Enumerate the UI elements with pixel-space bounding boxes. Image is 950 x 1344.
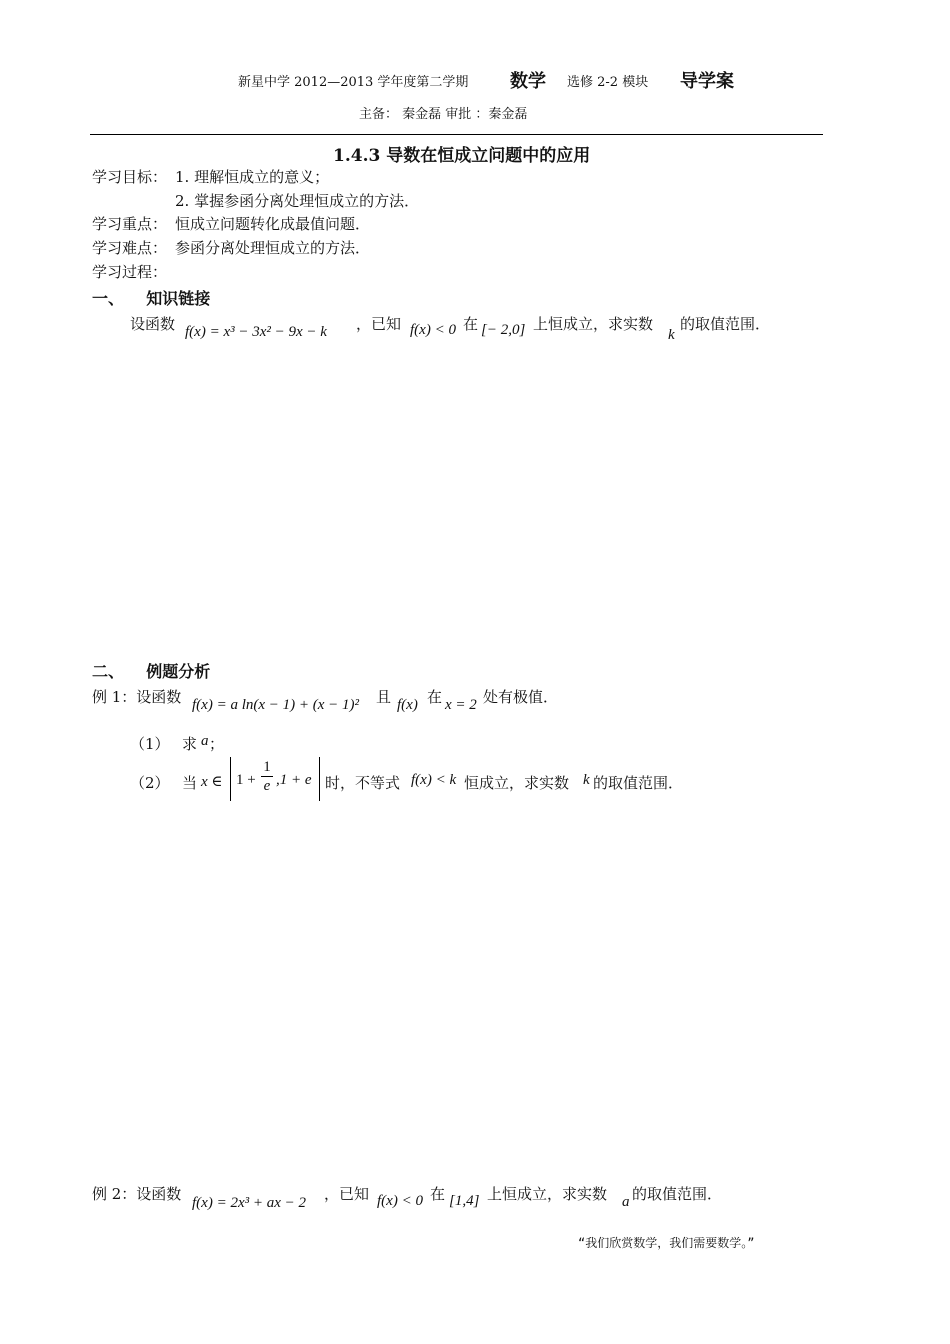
difficulty-label: 学习难点：	[92, 239, 168, 257]
ex1-text-at: 在	[427, 688, 443, 706]
section-1-heading: 一、 知识链接	[92, 289, 211, 308]
header-authors: 主备： 秦金磊 审批 ：秦金磊	[359, 107, 528, 122]
ex1-q2-frac-den: e	[263, 778, 271, 794]
process-label: 学习过程：	[92, 263, 168, 281]
ex1-q2-end: 恒成立，求实数	[464, 774, 570, 792]
s1-inequality: f(x) < 0	[410, 322, 456, 338]
s1-text-4: 上恒成立，求实数	[533, 315, 654, 333]
ex1-q1-end: ；	[209, 735, 225, 753]
difficulty-text: 参函分离处理恒成立的方法．	[175, 239, 371, 257]
ex1-q2-frac-num: 1	[263, 759, 271, 775]
ex1-q2-x-in: x ∈	[201, 774, 223, 790]
ex1-fx: f(x)	[397, 697, 418, 713]
header-divider	[90, 134, 823, 135]
ex1-q2-frac-bar	[261, 776, 273, 777]
ex1-q2-mid: 时，不等式	[325, 774, 401, 792]
objectives-label: 学习目标：	[92, 168, 168, 186]
ex2-inequality: f(x) < 0	[377, 1193, 423, 1209]
page-title: 1.4.3 导数在恒成立问题中的应用	[333, 146, 591, 166]
s1-text-1: 设函数	[130, 315, 176, 333]
ex2-text-5: 的取值范围．	[632, 1185, 723, 1203]
ex2-text-3: 在	[430, 1185, 446, 1203]
ex1-text-and: 且	[376, 688, 392, 706]
header-subject: 数学	[510, 71, 546, 92]
ex1-x-eq-2: x = 2	[445, 697, 477, 713]
ex1-q2-one-plus: 1 +	[236, 772, 256, 788]
ex1-q1-text: 求	[182, 735, 198, 753]
section-2-heading: 二、 例题分析	[92, 662, 211, 681]
ex2-text-2: ，已知	[324, 1185, 370, 1203]
ex1-q2-fraction	[261, 759, 273, 794]
header-doc-type: 导学案	[680, 71, 734, 92]
ex1-q2-tail: 的取值范围．	[593, 774, 684, 792]
ex1-q2-number: （2）	[130, 774, 170, 792]
key-point-label: 学习重点：	[92, 215, 168, 233]
ex1-q1-var: a	[201, 733, 209, 749]
ex1-q2-text: 当	[182, 774, 198, 792]
objective-item-2: 2. 掌握参函分离处理恒成立的方法．	[175, 192, 420, 210]
ex1-q1-number: （1）	[130, 735, 170, 753]
ex1-function-expr: f(x) = a ln(x − 1) + (x − 1)²	[192, 697, 360, 713]
objective-item-1: 1. 理解恒成立的意义；	[175, 168, 330, 186]
s1-interval: [− 2,0]	[481, 322, 526, 338]
s1-text-3: 在	[463, 315, 479, 333]
s1-var-k: k	[668, 327, 675, 343]
s1-text-5: 的取值范围．	[680, 315, 771, 333]
ex2-label: 例 2：设函数	[92, 1185, 182, 1203]
ex1-text-extremum: 处有极值．	[483, 688, 559, 706]
ex2-text-4: 上恒成立，求实数	[487, 1185, 608, 1203]
ex1-q2-rest: ,1 + e	[276, 772, 312, 788]
ex1-q2-var-k: k	[583, 772, 590, 788]
key-point-text: 恒成立问题转化成最值问题．	[175, 215, 371, 233]
ex1-label: 例 1：设函数	[92, 688, 182, 706]
header-module: 选修 2-2 模块	[567, 75, 649, 90]
s1-function-expr: f(x) = x³ − 3x² − 9x − k	[185, 324, 327, 340]
header-school-term: 新星中学 2012—2013 学年度第二学期	[238, 75, 469, 90]
ex2-interval: [1,4]	[449, 1193, 480, 1209]
ex1-q2-inequality: f(x) < k	[411, 772, 457, 788]
ex2-function-expr: f(x) = 2x³ + ax − 2	[192, 1195, 306, 1211]
ex2-var-a: a	[622, 1194, 630, 1210]
s1-text-2: ，已知	[356, 315, 402, 333]
footer-quote: “我们欣赏数学，我们需要数学。”	[578, 1236, 755, 1250]
